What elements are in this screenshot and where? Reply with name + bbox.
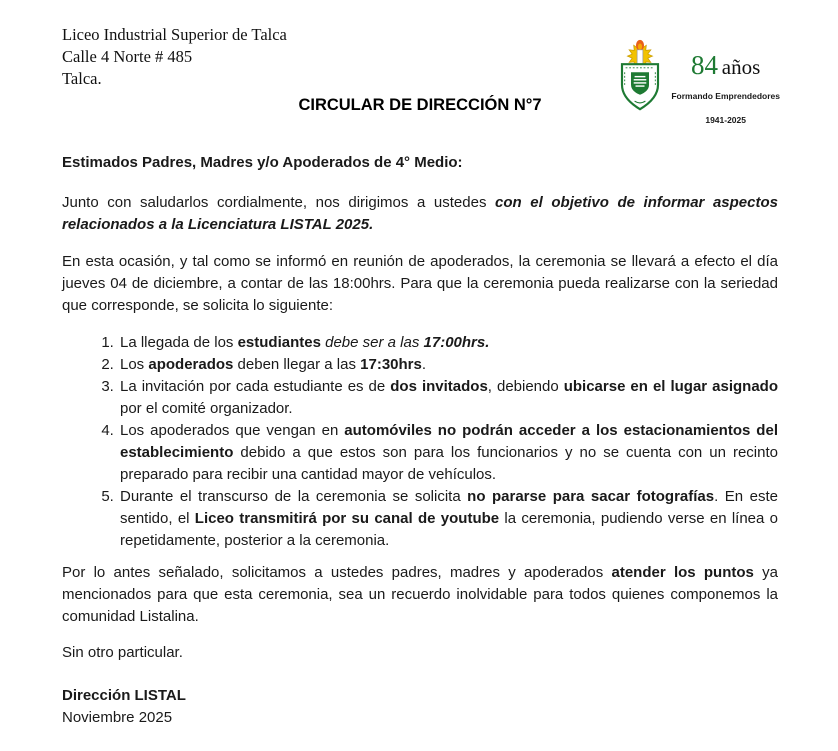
list-item: 4. Los apoderados que vengan en automóviles no podrán acceder a los estacionamientos del establecimiento debido a que estos son para los funcionarios y no se cuenta con un recinto preparado para recibir una cantidad mayor de vehículos. [118, 420, 778, 486]
school-city: Talca. [62, 69, 102, 88]
school-crest-icon [613, 38, 667, 112]
farewell: Sin otro particular. [62, 644, 183, 661]
paragraph-intro: Junto con saludarlos cordialmente, nos dirigimos a ustedes con el objetivo de informar aspectos relacionados a la Licenciatura LISTAL 2025. [62, 194, 778, 233]
list-item: 1. La llegada de los estudiantes debe ser a las 17:00hrs. [118, 332, 778, 354]
requirements-list [62, 332, 778, 552]
school-name: Liceo Industrial Superior de Talca [62, 25, 287, 44]
school-logo [613, 38, 780, 131]
paragraph-context: En esta ocasión, y tal como se informó en reunión de apoderados, la ceremonia se llevará a efecto el día jueves 04 de diciembre, a contar de las 18:00hrs. Para que la ceremonia pueda realizarse con la seriedad que corresponde, se solicita lo siguiente: [62, 253, 778, 314]
paragraph-closing: Por lo antes señalado, solicitamos a ustedes padres, madres y apoderados atender los puntos ya mencionados para que esta ceremonia, sea un recuerdo inolvidable para todos quienes componemos la comunidad Listalina. [62, 564, 778, 625]
list-item: 5. Durante el transcurso de la ceremonia se solicita no pararse para sacar fotografías. En este sentido, el Liceo transmitirá por su canal de youtube la ceremonia, pudiendo verse en línea o repetidamente, posterior a la ceremonia. [118, 486, 778, 552]
document-title: CIRCULAR DE DIRECCIÓN N°7 [298, 96, 542, 114]
logo-text-block [671, 38, 780, 131]
list-item: 3. La invitación por cada estudiante es de dos invitados, debiendo ubicarse en el lugar asignado por el comité organizador. [118, 376, 778, 420]
logo-slogan: Formando Emprendedores [671, 91, 780, 101]
signature: Dirección LISTAL [62, 687, 186, 704]
signature-date: Noviembre 2025 [62, 709, 173, 726]
anniversary-word: años [721, 55, 761, 79]
list-item: 2. Los apoderados deben llegar a las 17:30hrs. [118, 354, 778, 376]
anniversary-line [671, 52, 780, 83]
logo-years: 1941-2025 [705, 115, 746, 125]
school-street: Calle 4 Norte # 485 [62, 47, 193, 66]
salutation: Estimados Padres, Madres y/o Apoderados de 4° Medio: [62, 154, 463, 171]
anniversary-number: 84 [691, 50, 719, 80]
